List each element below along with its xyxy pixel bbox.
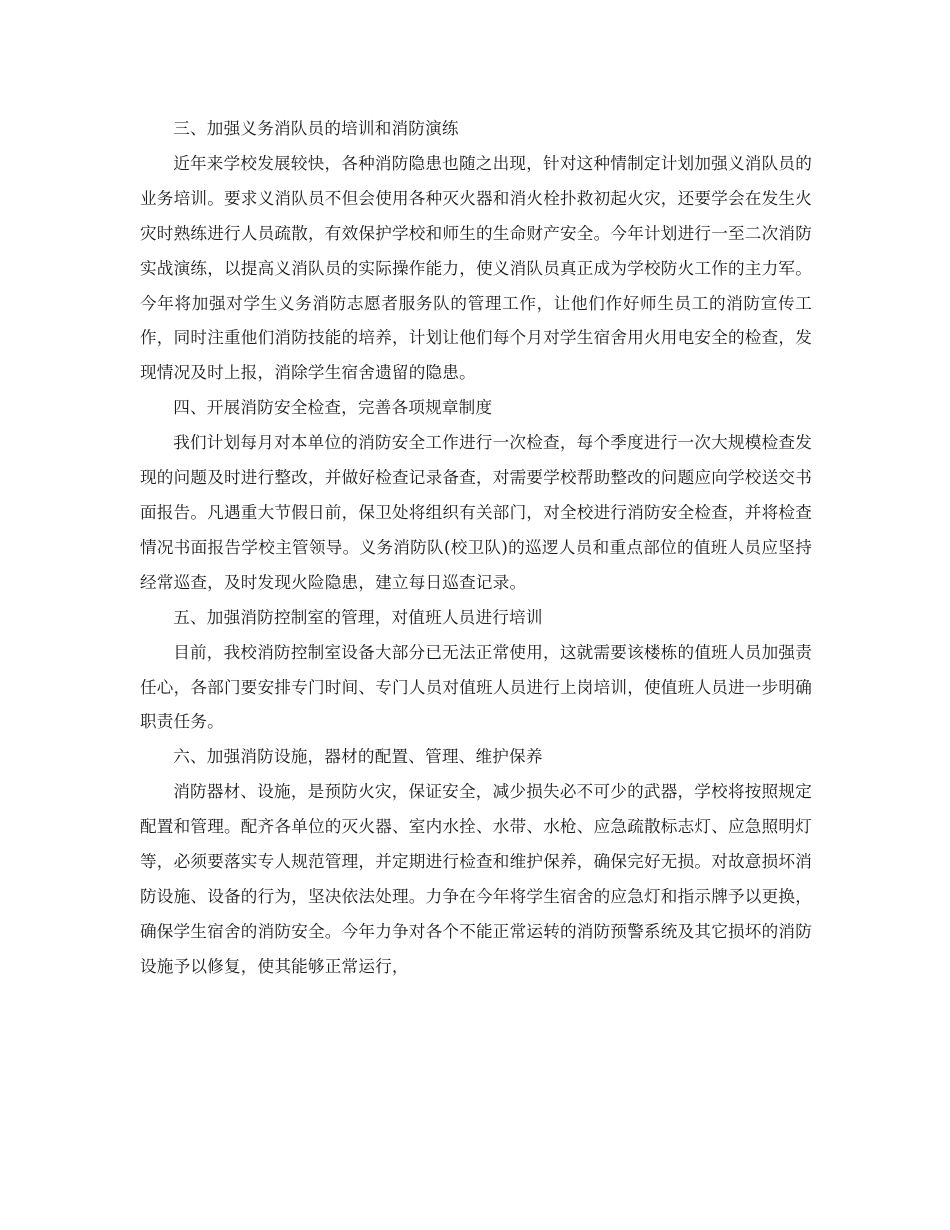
section-heading-6: 六、加强消防设施，器材的配置、管理、维护保养 bbox=[173, 747, 543, 767]
body-paragraph-6: 消防器材、设施，是预防火灾，保证安全，减少损失必不可少的武器，学校将按照规定配置和管理。配齐各单位的灭火器、室内水拴、水带、水枪、应急疏散标志灯、应急照明灯等，必须要落实专人规范管理，并定期进行检查和维护保养，确保完好无损。对故意损坏消防设施、设备的行为，坚决依法处理。力争在今年将学生宿舍的应急灯和指示牌予以更换，确保学生宿舍的消防安全。今年力争对各个不能正常运转的消防预警系统及其它损坏的消防设施予以修复，使其能够正常运行， bbox=[140, 782, 812, 976]
body-paragraph-5: 目前，我校消防控制室设备大部分已无法正常使用，这就需要该楼栋的值班人员加强责任心，各部门要安排专门时间、专门人员对值班人员进行上岗培训，使值班人员进一步明确职责任务。 bbox=[140, 642, 812, 732]
body-paragraph-4: 我们计划每月对本单位的消防安全工作进行一次检查，每个季度进行一次大规模检查发现的问题及时进行整改，并做好检查记录备查，对需要学校帮助整改的问题应向学校送交书面报告。凡遇重大节假日前，保卫处将组织有关部门，对全校进行消防安全检查，并将检查情况书面报告学校主管领导。义务消防队(校卫队)的巡逻人员和重点部位的值班人员应坚持经常巡查，及时发现火险隐患，建立每日巡查记录。 bbox=[140, 433, 812, 592]
section-heading-5: 五、加强消防控制室的管理，对值班人员进行培训 bbox=[173, 607, 543, 627]
section-heading-4: 四、开展消防安全检查，完善各项规章制度 bbox=[173, 398, 493, 418]
document-page bbox=[140, 112, 812, 985]
section-heading-3: 三、加强义务消队员的培训和消防演练 bbox=[173, 119, 459, 138]
body-paragraph-3: 近年来学校发展较快，各种消防隐患也随之出现，针对这种情制定计划加强义消队员的业务培训。要求义消队员不但会使用各种灭火器和消火栓扑救初起火灾，还要学会在发生火灾时熟练进行人员疏散，有效保护学校和师生的生命财产安全。今年计划进行一至二次消防实战演练，以提高义消队员的实际操作能力，使义消队员真正成为学校防火工作的主力军。今年将加强对学生义务消防志愿者服务队的管理工作，让他们作好师生员工的消防宣传工作，同时注重他们消防技能的培养，计划让他们每个月对学生宿舍用火用电安全的检查，发现情况及时上报，消除学生宿舍遗留的隐患。 bbox=[140, 153, 812, 383]
